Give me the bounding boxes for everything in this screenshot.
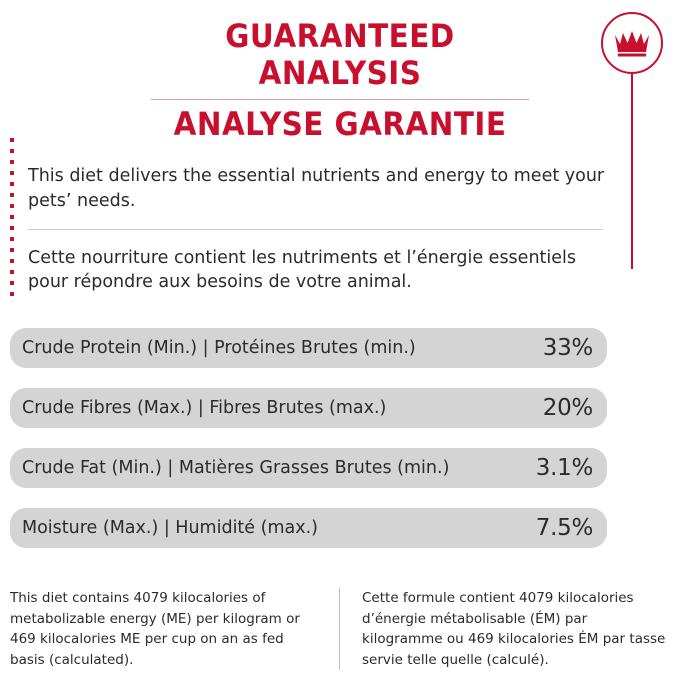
- intro-block: [0, 164, 679, 294]
- decorative-vertical-rule: [631, 74, 633, 269]
- footnotes: [10, 588, 669, 670]
- intro-text-french: Cette nourriture contient les nutriments et l’énergie essentiels pour répondre aux besoins de votre animal.: [28, 247, 577, 292]
- nutrient-row: [10, 448, 607, 488]
- footnote-english: This diet contains 4079 kilocalories of metabolizable energy (ME) per kilogram or 469 kilocalories ME per cup on an as fed basis (calculated).: [10, 590, 300, 668]
- nutrient-row: [10, 508, 607, 548]
- header: [0, 0, 679, 142]
- nutrient-row: [10, 388, 607, 428]
- nutrient-list: [0, 328, 679, 548]
- page-title-french: ANALYSE GARANTIE: [173, 104, 506, 143]
- page-title-english: GUARANTEED ANALYSIS: [224, 17, 455, 92]
- nutrient-value: 7.5%: [535, 514, 593, 541]
- nutrient-value: 20%: [542, 394, 593, 421]
- nutrient-value: 33%: [542, 334, 593, 361]
- crown-icon: [601, 12, 663, 74]
- nutrient-label: Moisture (Max.) | Humidité (max.): [22, 517, 318, 538]
- decorative-dotted-rail: [10, 138, 14, 298]
- nutrient-label: Crude Fibres (Max.) | Fibres Brutes (max.): [22, 397, 387, 418]
- title-divider: [151, 99, 529, 100]
- nutrient-label: Crude Fat (Min.) | Matières Grasses Brutes (min.): [22, 457, 450, 478]
- intro-text-english: This diet delivers the essential nutrients and energy to meet your pets’ needs.: [28, 166, 605, 211]
- intro-divider: [28, 229, 603, 230]
- nutrient-label: Crude Protein (Min.) | Protéines Brutes (min.): [22, 337, 416, 358]
- nutrient-value: 3.1%: [535, 454, 593, 481]
- footnote-french: Cette formule contient 4079 kilocalories d’énergie métabolisable (ÉM) par kilogramme ou 469 kilocalories ÉM par tasse servie telle quelle (calculé).: [362, 590, 666, 668]
- nutrient-row: [10, 328, 607, 368]
